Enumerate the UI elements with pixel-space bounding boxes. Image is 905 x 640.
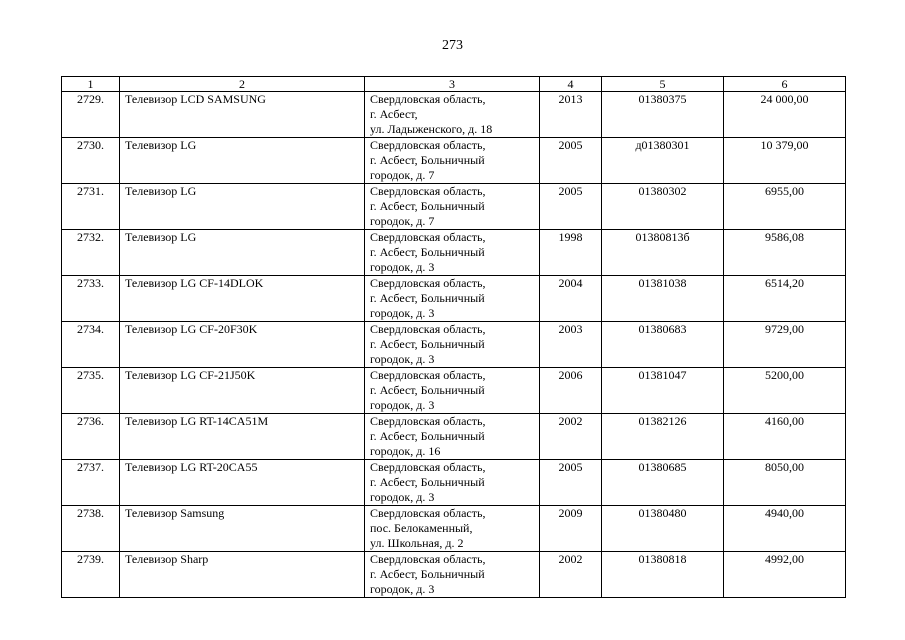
item-name-cell: Телевизор LG	[120, 230, 365, 276]
year-cell: 2002	[540, 552, 602, 598]
address-cell	[365, 552, 540, 598]
year-cell: 2005	[540, 138, 602, 184]
inventory-number-cell: 01381047	[602, 368, 724, 414]
address-line: г. Асбест, Больничный	[370, 153, 485, 167]
table-row	[62, 414, 846, 460]
cost-cell: 8050,00	[724, 460, 846, 506]
cost-cell: 24 000,00	[724, 92, 846, 138]
address-line: г. Асбест, Больничный	[370, 567, 485, 581]
table-row	[62, 184, 846, 230]
item-name-cell: Телевизор LG CF-14DLOK	[120, 276, 365, 322]
address-cell	[365, 460, 540, 506]
address-line: Свердловская область,	[370, 276, 486, 290]
row-number-cell: 2736.	[62, 414, 120, 460]
address-line: г. Асбест,	[370, 107, 418, 121]
column-header-1: 1	[62, 77, 120, 92]
inventory-number-cell: 01380683	[602, 322, 724, 368]
cost-cell: 4160,00	[724, 414, 846, 460]
year-cell: 2004	[540, 276, 602, 322]
cost-cell: 6955,00	[724, 184, 846, 230]
table-row	[62, 368, 846, 414]
column-header-6: 6	[724, 77, 846, 92]
row-number-cell: 2735.	[62, 368, 120, 414]
inventory-number-cell: д01380301	[602, 138, 724, 184]
cost-cell: 9729,00	[724, 322, 846, 368]
address-line: Свердловская область,	[370, 322, 486, 336]
address-line: городок, д. 3	[370, 306, 435, 320]
table-body	[62, 92, 846, 598]
year-cell: 2005	[540, 184, 602, 230]
cost-cell: 4992,00	[724, 552, 846, 598]
table-row	[62, 506, 846, 552]
cost-cell: 9586,08	[724, 230, 846, 276]
item-name-cell: Телевизор LG CF-21J50K	[120, 368, 365, 414]
item-name-cell: Телевизор Samsung	[120, 506, 365, 552]
address-line: Свердловская область,	[370, 460, 486, 474]
row-number-cell: 2729.	[62, 92, 120, 138]
address-line: Свердловская область,	[370, 230, 486, 244]
address-line: Свердловская область,	[370, 184, 486, 198]
inventory-number-cell: 01380375	[602, 92, 724, 138]
address-cell	[365, 230, 540, 276]
item-name-cell: Телевизор LG RT-14CA51M	[120, 414, 365, 460]
address-line: городок, д. 16	[370, 444, 441, 458]
row-number-cell: 2731.	[62, 184, 120, 230]
address-line: ул. Школьная, д. 2	[370, 536, 464, 550]
page-number: 273	[442, 38, 463, 53]
column-header-2: 2	[120, 77, 365, 92]
table-row	[62, 552, 846, 598]
cost-cell: 4940,00	[724, 506, 846, 552]
item-name-cell: Телевизор Sharp	[120, 552, 365, 598]
address-line: Свердловская область,	[370, 414, 486, 428]
address-line: городок, д. 3	[370, 260, 435, 274]
year-cell: 2006	[540, 368, 602, 414]
row-number-cell: 2737.	[62, 460, 120, 506]
address-line: городок, д. 3	[370, 490, 435, 504]
address-cell	[365, 138, 540, 184]
address-line: г. Асбест, Больничный	[370, 199, 485, 213]
address-line: Свердловская область,	[370, 368, 486, 382]
inventory-number-cell: 01380818	[602, 552, 724, 598]
inventory-number-cell: 01380813б	[602, 230, 724, 276]
address-line: г. Асбест, Больничный	[370, 383, 485, 397]
item-name-cell: Телевизор LCD SAMSUNG	[120, 92, 365, 138]
cost-cell: 10 379,00	[724, 138, 846, 184]
address-cell	[365, 506, 540, 552]
row-number-cell: 2738.	[62, 506, 120, 552]
table-row	[62, 92, 846, 138]
table-row	[62, 460, 846, 506]
property-table	[61, 76, 846, 598]
inventory-number-cell: 01381038	[602, 276, 724, 322]
address-cell	[365, 92, 540, 138]
address-line: пос. Белокаменный,	[370, 521, 473, 535]
table-header-row	[62, 77, 846, 92]
address-cell	[365, 368, 540, 414]
address-line: ул. Ладыженского, д. 18	[370, 122, 493, 136]
address-line: городок, д. 3	[370, 582, 435, 596]
column-header-4: 4	[540, 77, 602, 92]
year-cell: 2013	[540, 92, 602, 138]
address-cell	[365, 322, 540, 368]
row-number-cell: 2733.	[62, 276, 120, 322]
row-number-cell: 2732.	[62, 230, 120, 276]
address-line: Свердловская область,	[370, 92, 486, 106]
address-line: городок, д. 3	[370, 398, 435, 412]
item-name-cell: Телевизор LG CF-20F30K	[120, 322, 365, 368]
address-cell	[365, 414, 540, 460]
address-line: г. Асбест, Больничный	[370, 475, 485, 489]
item-name-cell: Телевизор LG RT-20CA55	[120, 460, 365, 506]
address-line: городок, д. 7	[370, 168, 435, 182]
address-line: г. Асбест, Больничный	[370, 245, 485, 259]
address-line: г. Асбест, Больничный	[370, 337, 485, 351]
table-row	[62, 230, 846, 276]
year-cell: 2009	[540, 506, 602, 552]
cost-cell: 5200,00	[724, 368, 846, 414]
address-cell	[365, 276, 540, 322]
cost-cell: 6514,20	[724, 276, 846, 322]
address-line: г. Асбест, Больничный	[370, 291, 485, 305]
table-row	[62, 276, 846, 322]
address-line: городок, д. 7	[370, 214, 435, 228]
year-cell: 1998	[540, 230, 602, 276]
address-cell	[365, 184, 540, 230]
row-number-cell: 2730.	[62, 138, 120, 184]
item-name-cell: Телевизор LG	[120, 184, 365, 230]
row-number-cell: 2739.	[62, 552, 120, 598]
column-header-3: 3	[365, 77, 540, 92]
address-line: г. Асбест, Больничный	[370, 429, 485, 443]
year-cell: 2005	[540, 460, 602, 506]
address-line: Свердловская область,	[370, 552, 486, 566]
inventory-number-cell: 01380685	[602, 460, 724, 506]
column-header-5: 5	[602, 77, 724, 92]
row-number-cell: 2734.	[62, 322, 120, 368]
address-line: Свердловская область,	[370, 506, 486, 520]
address-line: городок, д. 3	[370, 352, 435, 366]
year-cell: 2002	[540, 414, 602, 460]
inventory-number-cell: 01380302	[602, 184, 724, 230]
year-cell: 2003	[540, 322, 602, 368]
table-row	[62, 138, 846, 184]
address-line: Свердловская область,	[370, 138, 486, 152]
inventory-number-cell: 01380480	[602, 506, 724, 552]
inventory-number-cell: 01382126	[602, 414, 724, 460]
item-name-cell: Телевизор LG	[120, 138, 365, 184]
table-row	[62, 322, 846, 368]
